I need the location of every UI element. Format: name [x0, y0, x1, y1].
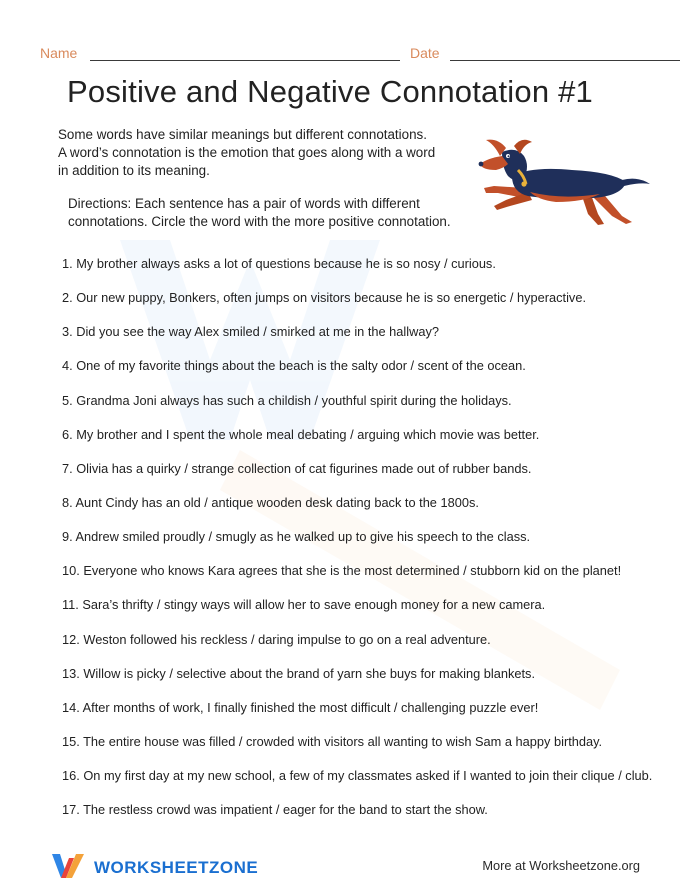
- question-item: 3. Did you see the way Alex smiled / smirked at me in the hallway?: [62, 324, 439, 340]
- name-field-line[interactable]: [90, 60, 400, 61]
- directions-line: connotations. Circle the word with the more positive connotation.: [68, 214, 451, 229]
- name-date-row: [40, 44, 680, 64]
- intro-paragraph: [58, 126, 468, 180]
- dachshund-dog-illustration: [472, 130, 654, 230]
- intro-line: in addition to its meaning.: [58, 163, 210, 178]
- question-item: 6. My brother and I spent the whole meal debating / arguing which movie was better.: [62, 426, 540, 442]
- question-item: 1. My brother always asks a lot of questions because he is so nosy / curious.: [62, 256, 496, 271]
- directions-line: Directions: Each sentence has a pair of words with different: [68, 196, 420, 211]
- question-item: 8. Aunt Cindy has an old / antique wooden desk dating back to the 1800s.: [62, 494, 479, 510]
- intro-line: Some words have similar meanings but different connotations.: [58, 127, 427, 142]
- question-item: 9. Andrew smiled proudly / smugly as he walked up to give his speech to the class.: [62, 529, 531, 545]
- question-item: 11. Sara’s thrifty / stingy ways will allow her to save enough money for a new camera.: [62, 597, 546, 613]
- question-item: 5. Grandma Joni always has such a childish / youthful spirit during the holidays.: [62, 392, 512, 408]
- page-title: Positive and Negative Connotation #1: [67, 74, 593, 109]
- question-item: 2. Our new puppy, Bonkers, often jumps on visitors because he is so energetic / hyperactive.: [62, 290, 586, 306]
- date-field-line[interactable]: [450, 60, 680, 61]
- question-item: 12. Weston followed his reckless / daring impulse to go on a real adventure.: [62, 631, 491, 647]
- question-item: 14. After months of work, I finally finished the most difficult / challenging puzzle ever!: [62, 699, 539, 715]
- worksheetzone-logo-icon: [50, 850, 88, 882]
- brand-name: WORKSHEETZONE: [94, 858, 259, 877]
- worksheetzone-logo[interactable]: [50, 850, 290, 882]
- question-list: [62, 256, 682, 836]
- intro-line: A word’s connotation is the emotion that goes along with a word: [58, 145, 436, 160]
- question-item: 13. Willow is picky / selective about the brand of yarn she buys for making blankets.: [62, 665, 536, 681]
- directions-paragraph: [68, 195, 488, 231]
- question-item: 10. Everyone who knows Kara agrees that she is the most determined / stubborn kid on the planet!: [62, 563, 622, 579]
- question-item: 17. The restless crowd was impatient / eager for the band to start the show.: [62, 802, 488, 818]
- more-link[interactable]: More at Worksheetzone.org: [482, 858, 640, 873]
- question-item: 15. The entire house was filled / crowded with visitors all wanting to wish Sam a happy birthday.: [62, 733, 603, 749]
- question-item: 16. On my first day at my new school, a few of my classmates asked if I wanted to join their clique / club.: [62, 768, 653, 784]
- question-item: 7. Olivia has a quirky / strange collection of cat figurines made out of rubber bands.: [62, 460, 532, 476]
- name-label: Name: [40, 45, 78, 61]
- date-label: Date: [410, 45, 440, 61]
- question-item: 4. One of my favorite things about the beach is the salty odor / scent of the ocean.: [62, 358, 526, 374]
